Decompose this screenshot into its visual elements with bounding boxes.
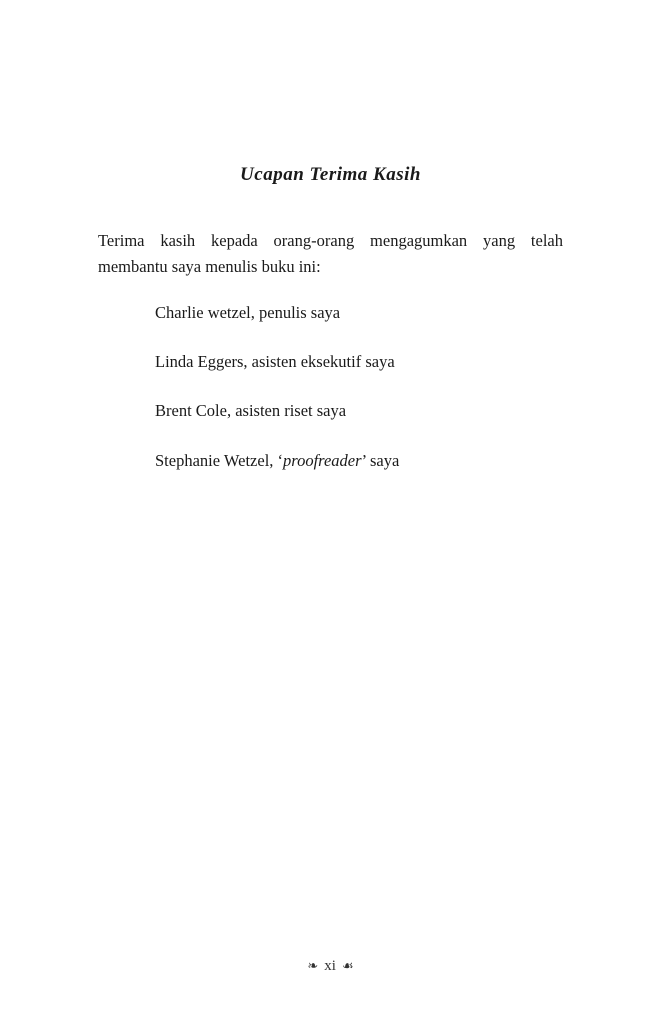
- intro-paragraph: Terima kasih kepada orang-orang mengagumkan yang telah membantu saya menulis buku ini:: [98, 231, 563, 276]
- ornament-left-icon: ❧: [307, 958, 319, 973]
- list-item: [155, 401, 346, 421]
- item-text: ’ saya: [361, 451, 400, 470]
- item-text: Linda Eggers, asisten eksekutif saya: [155, 352, 395, 371]
- ornament-right-icon: ☙: [341, 958, 354, 973]
- item-text: Stephanie Wetzel, ‘: [155, 451, 284, 470]
- list-item: [155, 303, 340, 323]
- item-text: Brent Cole, asisten riset saya: [155, 401, 347, 420]
- list-item: [155, 451, 399, 471]
- item-text: Charlie wetzel, penulis saya: [155, 303, 341, 322]
- item-emphasis: proofreader: [283, 451, 362, 470]
- page-footer: [0, 958, 661, 975]
- list-item: [155, 352, 395, 372]
- page-number: xi: [324, 958, 336, 974]
- page-title: Ucapan Terima Kasih: [240, 164, 421, 185]
